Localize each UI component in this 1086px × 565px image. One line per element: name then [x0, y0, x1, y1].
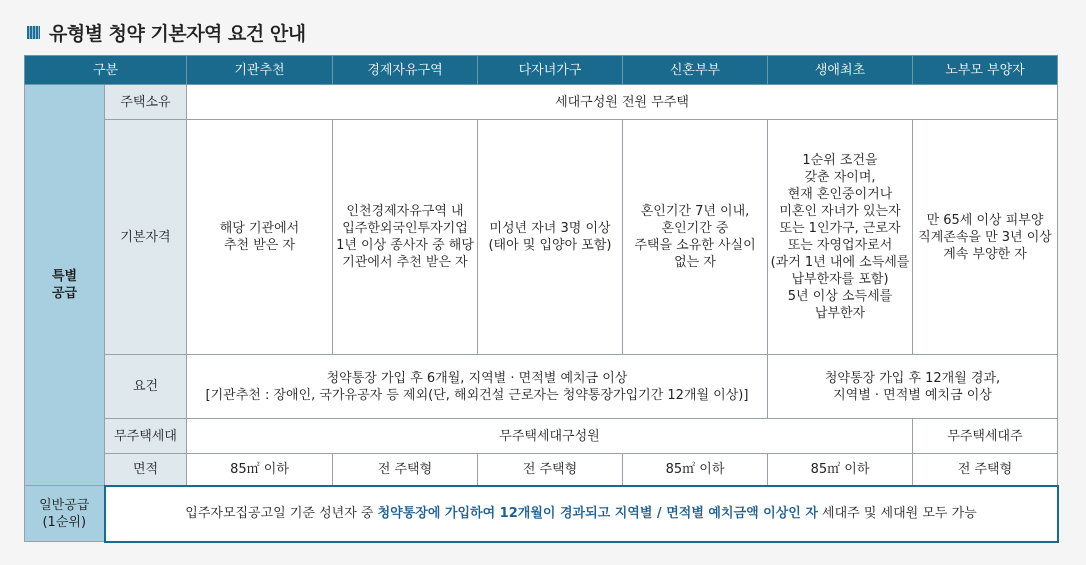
header-multichild: 다자녀가구	[478, 56, 623, 85]
area-institution: 85㎡ 이하	[187, 454, 333, 486]
house-ownership-label: 주택소유	[105, 85, 187, 120]
row-house-ownership	[25, 85, 1058, 120]
basic-firsttime: 1순위 조건을 갖춘 자이며, 현재 혼인중이거나 미혼인 자녀가 있는자 또는 1인가구, 근로자 또는 자영업자로서 (과거 1년 내에 소득세를 납부한자를 포함) 5년 이상 소득세를 납부한자	[768, 120, 913, 355]
household-right: 무주택세대주	[913, 419, 1058, 454]
basic-freezone: 인천경제자유구역 내 입주한외국인투자기업 1년 이상 종사자 중 해당 기관에서 추천 받은 자	[333, 120, 478, 355]
row-requirements	[25, 355, 1058, 419]
basic-newlywed: 혼인기간 7년 이내, 혼인기간 중 주택을 소유한 사실이 없는 자	[623, 120, 768, 355]
special-supply-label: 특별 공급	[25, 85, 105, 486]
requirements-left: 청약통장 가입 후 6개월, 지역별 · 면적별 예치금 이상 [기관추천 : 장애인, 국가유공자 등 제외(단, 해외건설 근로자는 청약통장가입기간 12개월 이상)]	[187, 355, 768, 419]
area-newlywed: 85㎡ 이하	[623, 454, 768, 486]
header-freezone: 경제자유구역	[333, 56, 478, 85]
area-freezone: 전 주택형	[333, 454, 478, 486]
list-icon	[27, 26, 40, 39]
header-elderly: 노부모 부양자	[913, 56, 1058, 85]
header-newlywed: 신혼부부	[623, 56, 768, 85]
general-supply-text: 입주자모집공고일 기준 성년자 중 청약통장에 가입하여 12개월이 경과되고 지역별 / 면적별 예치금액 이상인 자 세대주 및 세대원 모두 가능	[105, 486, 1058, 542]
header-firsttime: 생애최초	[768, 56, 913, 85]
household-left: 무주택세대구성원	[187, 419, 913, 454]
row-household	[25, 419, 1058, 454]
page-title-bar	[27, 18, 306, 46]
basic-multichild: 미성년 자녀 3명 이상 (태아 및 입양아 포함)	[478, 120, 623, 355]
basic-qualification-label: 기본자격	[105, 120, 187, 355]
general-supply-label: 일반공급 (1순위)	[25, 486, 105, 542]
header-category: 구분	[25, 56, 187, 85]
household-label: 무주택세대	[105, 419, 187, 454]
header-row	[25, 56, 1058, 85]
row-area	[25, 454, 1058, 486]
eligibility-table	[24, 55, 1059, 543]
row-general-supply	[25, 486, 1058, 542]
requirements-right: 청약통장 가입 후 12개월 경과, 지역별 · 면적별 예치금 이상	[768, 355, 1058, 419]
area-multichild: 전 주택형	[478, 454, 623, 486]
page-title: 유형별 청약 기본자역 요건 안내	[49, 22, 306, 45]
header-institution: 기관추천	[187, 56, 333, 85]
basic-institution: 해당 기관에서 추천 받은 자	[187, 120, 333, 355]
area-elderly: 전 주택형	[913, 454, 1058, 486]
basic-elderly: 만 65세 이상 피부양 직계존속을 만 3년 이상 계속 부양한 자	[913, 120, 1058, 355]
requirements-label: 요건	[105, 355, 187, 419]
house-ownership-value: 세대구성원 전원 무주택	[187, 85, 1058, 120]
area-label: 면적	[105, 454, 187, 486]
row-basic-qualification	[25, 120, 1058, 355]
area-firsttime: 85㎡ 이하	[768, 454, 913, 486]
general-highlight: 청약통장에 가입하여 12개월이 경과되고 지역별 / 면적별 예치금액 이상인 자	[377, 506, 818, 521]
